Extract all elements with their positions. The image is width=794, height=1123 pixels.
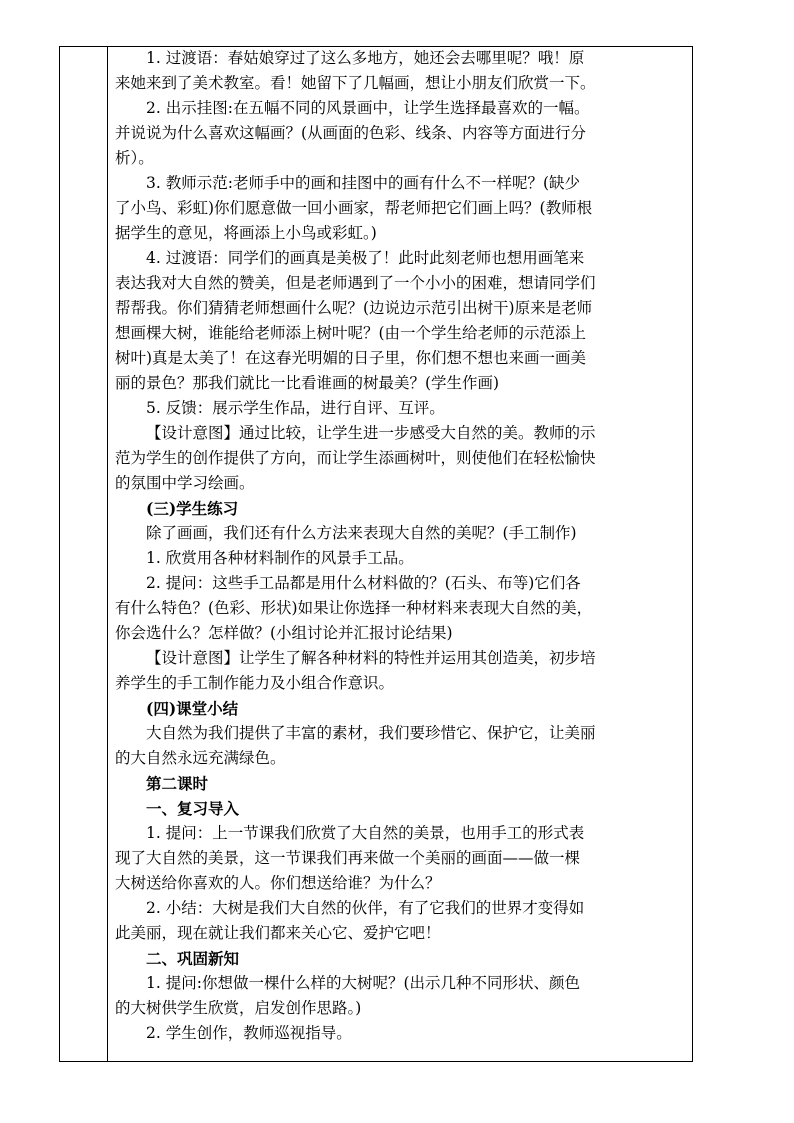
text-line: 大自然为我们提供了丰富的素材，我们要珍惜它、保护它，让美丽 — [146, 724, 596, 742]
text-line: 丽的景色？那我们就比一比看谁画的树最美？(学生作画) — [115, 374, 500, 392]
text-line: 有什么特色？(色彩、形状)如果让你选择一种材料来表现大自然的美， — [115, 599, 593, 617]
text-line: 的大树供学生欣赏，启发创作思路。) — [115, 999, 362, 1017]
section-heading: (四)课堂小结 — [146, 699, 239, 718]
text-line: 4. 过渡语：同学们的画真是美极了！此时此刻老师也想用画笔来 — [146, 249, 585, 267]
text-line: 养学生的手工制作能力及小组合作意识。 — [115, 674, 395, 692]
section-heading: 第二课时 — [146, 774, 209, 793]
text-line: 想画棵大树，谁能给老师添上树叶呢？(由一个学生给老师的示范添上 — [115, 324, 587, 342]
text-line: 1. 提问:你想做一棵什么样的大树呢？(出示几种不同形状、颜色 — [146, 974, 580, 992]
text-line: 1. 过渡语：春姑娘穿过了这么多地方，她还会去哪里呢？哦！原 — [146, 49, 585, 67]
section-heading: 一、复习导入 — [146, 799, 240, 818]
table-column-divider — [107, 46, 108, 1062]
text-line: 的氛围中学习绘画。 — [115, 474, 255, 492]
text-line: 1. 提问：上一节课我们欣赏了大自然的美景，也用手工的形式表 — [146, 824, 585, 842]
text-line: 的大自然永远充满绿色。 — [115, 749, 286, 767]
text-line: 除了画画，我们还有什么方法来表现大自然的美呢？(手工制作) — [146, 524, 577, 542]
text-line: 【设计意图】通过比较，让学生进一步感受大自然的美。教师的示 — [146, 424, 596, 442]
text-line: 2. 学生创作，教师巡视指导。 — [146, 1024, 352, 1042]
text-line: 帮帮我。你们猜猜老师想画什么呢？(边说边示范引出树干)原来是老师 — [115, 299, 593, 317]
text-line: 你会选什么？怎样做？(小组讨论并汇报讨论结果) — [115, 624, 453, 642]
text-line: 大树送给你喜欢的人。你们想送给谁？为什么？ — [115, 874, 441, 892]
text-line: 来她来到了美术教室。看！她留下了几幅画，想让小朋友们欣赏一下。 — [115, 74, 596, 92]
section-heading: (三)学生练习 — [146, 499, 239, 518]
text-line: 3. 教师示范:老师手中的画和挂图中的画有什么不一样呢？(缺少 — [146, 174, 580, 192]
text-line: 现了大自然的美景，这一节课我们再来做一个美丽的画面——做一棵 — [115, 849, 581, 867]
text-line: 2. 出示挂图:在五幅不同的风景画中，让学生选择最喜欢的一幅。 — [146, 99, 590, 117]
text-line: 2. 提问：这些手工品都是用什么材料做的？(石头、布等)它们各 — [146, 574, 581, 592]
text-line: 了小鸟、彩虹)你们愿意做一回小画家，帮老师把它们画上吗？(教师根 — [115, 199, 593, 217]
text-line: 【设计意图】让学生了解各种材料的特性并运用其创造美，初步培 — [146, 649, 596, 667]
text-line: 树叶)真是太美了！在这春光明媚的日子里，你们想不想也来画一画美 — [115, 349, 587, 367]
text-line: 表达我对大自然的赞美，但是老师遇到了一个小小的困难，想请同学们 — [115, 274, 596, 292]
text-line: 5. 反馈：展示学生作品，进行自评、互评。 — [146, 399, 445, 417]
text-line: 1. 欣赏用各种材料制作的风景手工品。 — [146, 549, 414, 567]
text-line: 并说说为什么喜欢这幅画？(从画面的色彩、线条、内容等方面进行分 — [115, 124, 587, 142]
text-line: 析）。 — [115, 149, 154, 167]
text-line: 据学生的意见，将画添上小鸟或彩虹。) — [115, 224, 377, 242]
text-line: 此美丽，现在就让我们都来关心它、爱护它吧！ — [115, 924, 441, 942]
section-heading: 二、巩固新知 — [146, 949, 240, 968]
lesson-plan-content — [115, 46, 687, 1046]
text-line: 范为学生的创作提供了方向，而让学生添画树叶，则使他们在轻松愉快 — [115, 449, 596, 467]
text-line: 2. 小结：大树是我们大自然的伙伴，有了它我们的世界才变得如 — [146, 899, 585, 917]
